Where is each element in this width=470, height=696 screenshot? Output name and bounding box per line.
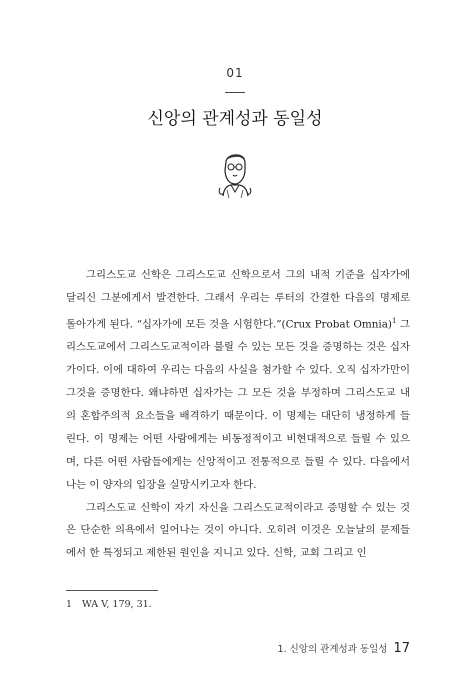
chapter-number: 01 bbox=[226, 66, 244, 80]
paragraph-1 bbox=[66, 264, 410, 497]
paragraph-2: 그리스도교 신학이 자기 자신을 그리스도교적이라고 증명할 수 있는 것은 단순한 의욕에서 일어나는 것이 아니다. 오히려 이것은 오늘날의 문제들에서 한 특정되고 제한된 원인을 지니고 있다. 신학, 교회 그리고 인 bbox=[66, 501, 410, 560]
paragraph-1-text-a: 그리스도교 신학은 그리스도교 신학으로서 그의 내적 기준을 십자가에 달리신 그분에게서 발견한다. 그래서 우리는 루터의 간결한 다음의 명제로 돌아가게 된다. “십자가에 모든 것을 시험한다.”(Crux Probat Omnia) bbox=[66, 269, 410, 331]
running-footer bbox=[278, 641, 410, 656]
chapter-title: 신앙의 관계성과 동일성 bbox=[147, 109, 323, 129]
footnote-ref[interactable]: 1 bbox=[391, 316, 397, 325]
paragraph-1-text-b: 그리스도교에서 그리스도교적이라 불릴 수 있는 모든 것을 증명하는 것은 십자가이다. 이에 대하여 우리는 다음의 사실을 첨가할 수 있다. 오직 십자가만이 그것을 증명한다. 왜냐하면 십자가는 그 모든 것을 부정하며 그리스도교 내의 혼합주의적 요소들을 배격하기 때문이다. 이 명제는 대단히 냉정하게 들린다. 이 명제는 어떤 사람에게는 비동정적이고 비현대적으로 들릴 수 있으며, 다른 어떤 사람들에게는 신앙적이고 전통적으로 들릴 수 있다. 다음에서 나는 이 양자의 입장을 실망시키고자 한다. bbox=[66, 318, 410, 491]
author-portrait-illustration bbox=[214, 148, 256, 200]
footnote bbox=[66, 599, 152, 610]
footnote-text: WA V, 179, 31. bbox=[82, 599, 152, 610]
footnote-number: 1 bbox=[66, 599, 73, 610]
chapter-divider bbox=[225, 92, 245, 93]
page-number: 17 bbox=[393, 641, 410, 656]
running-title: 1. 신앙의 관계성과 동일성 bbox=[277, 644, 388, 655]
footnote-divider bbox=[66, 590, 158, 591]
body-text bbox=[66, 264, 410, 565]
